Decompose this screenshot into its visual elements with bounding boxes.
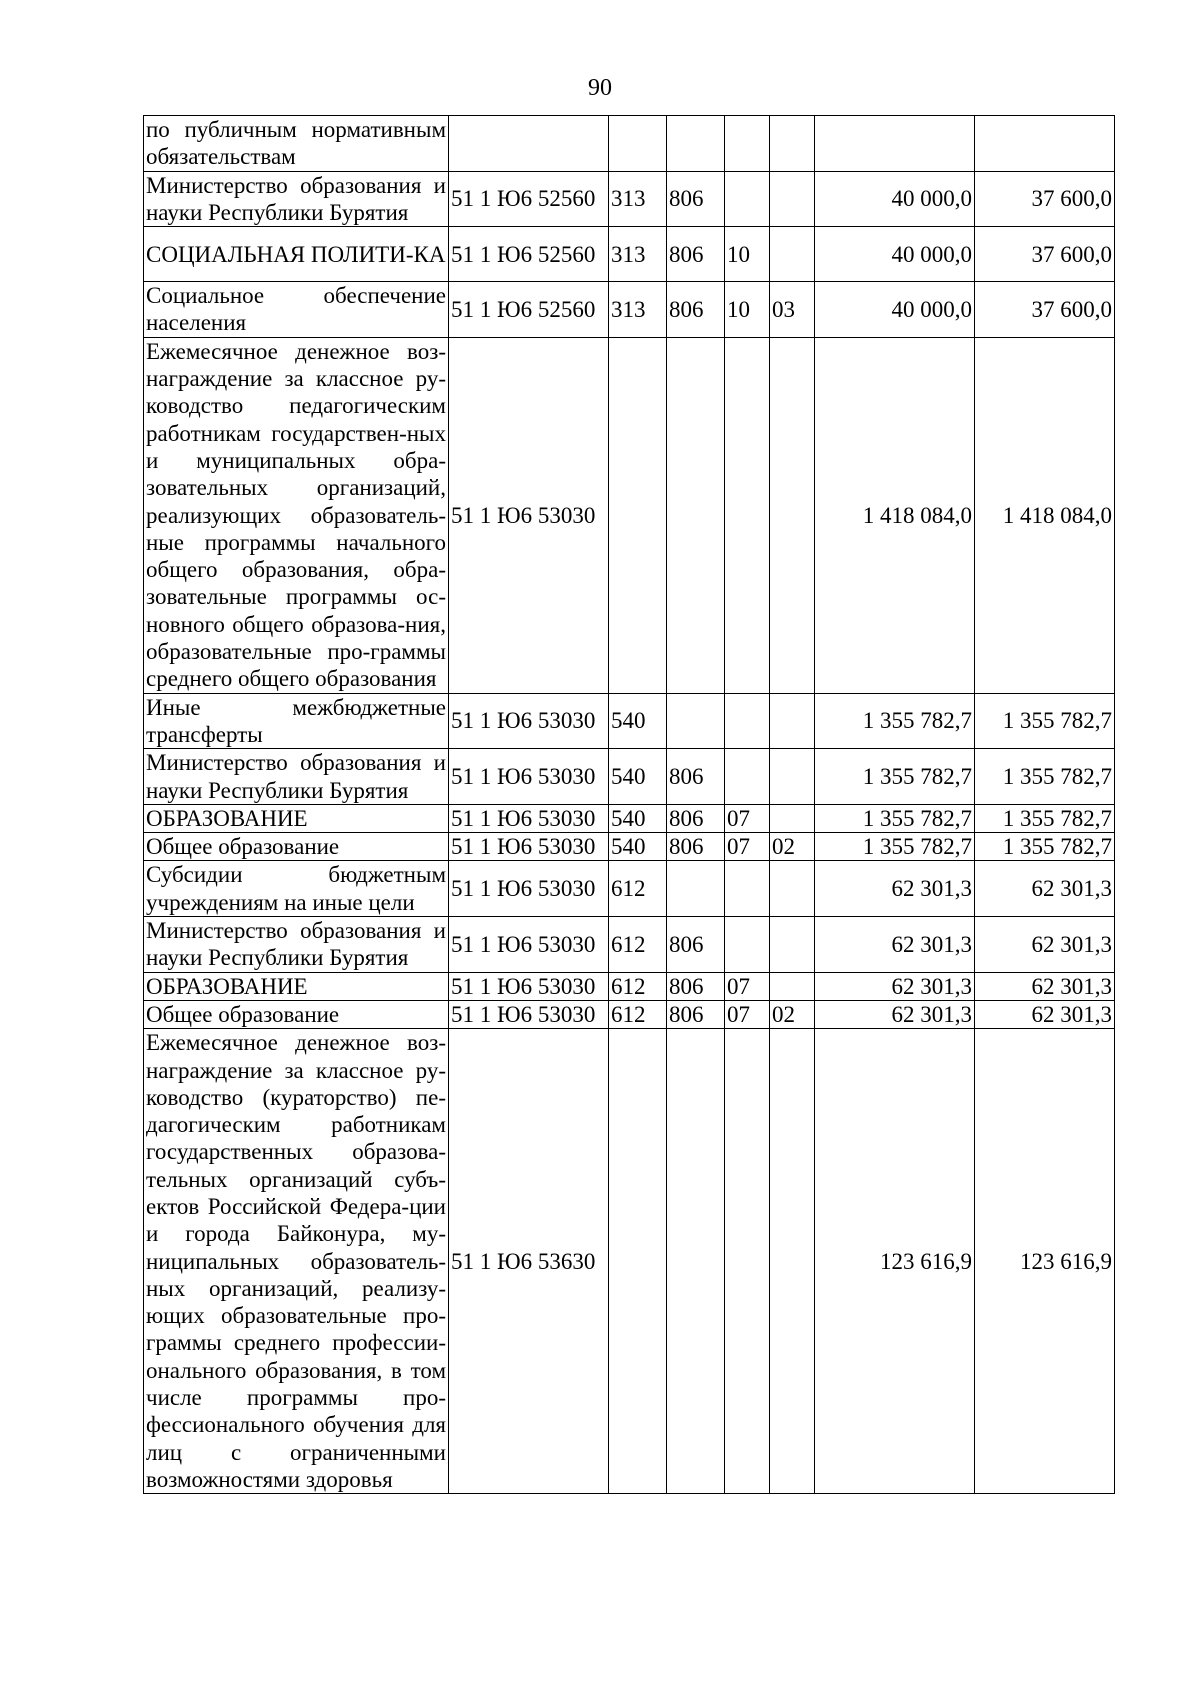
amount-second-year: 1 355 782,7 — [975, 833, 1115, 861]
table-row — [144, 833, 1115, 861]
table-row — [144, 749, 1115, 805]
amount-second-year: 123 616,9 — [975, 1029, 1115, 1494]
ministry-code: 806 — [667, 833, 725, 861]
expense-type-code — [609, 1029, 667, 1494]
table-row — [144, 282, 1115, 338]
amount-first-year: 40 000,0 — [815, 282, 975, 338]
section-code: 07 — [725, 1000, 770, 1028]
subsection-code — [770, 227, 815, 282]
table-row — [144, 804, 1115, 832]
table-row — [144, 1029, 1115, 1494]
row-name: Общее образование — [144, 833, 449, 861]
target-article-code: 51 1 Ю6 53030 — [449, 804, 609, 832]
row-name: ОБРАЗОВАНИЕ — [144, 972, 449, 1000]
section-code — [725, 171, 770, 227]
ministry-code — [667, 693, 725, 749]
amount-first-year: 1 355 782,7 — [815, 749, 975, 805]
expense-type-code — [609, 116, 667, 172]
subsection-code — [770, 693, 815, 749]
amount-second-year: 62 301,3 — [975, 972, 1115, 1000]
row-name: Министерство образования и науки Республики Бурятия — [144, 749, 449, 805]
ministry-code: 806 — [667, 749, 725, 805]
budget-table-body — [144, 116, 1115, 1494]
row-name: по публичным нормативным обязательствам — [144, 116, 449, 172]
expense-type-code: 612 — [609, 972, 667, 1000]
target-article-code: 51 1 Ю6 52560 — [449, 227, 609, 282]
amount-second-year: 62 301,3 — [975, 1000, 1115, 1028]
expense-type-code: 313 — [609, 282, 667, 338]
target-article-code: 51 1 Ю6 53030 — [449, 833, 609, 861]
table-row — [144, 917, 1115, 973]
target-article-code — [449, 116, 609, 172]
target-article-code: 51 1 Ю6 53030 — [449, 917, 609, 973]
table-row — [144, 116, 1115, 172]
subsection-code — [770, 804, 815, 832]
subsection-code: 03 — [770, 282, 815, 338]
amount-second-year — [975, 116, 1115, 172]
subsection-code: 02 — [770, 833, 815, 861]
budget-table — [143, 115, 1115, 1494]
section-code: 07 — [725, 972, 770, 1000]
ministry-code: 806 — [667, 1000, 725, 1028]
section-code — [725, 693, 770, 749]
expense-type-code: 540 — [609, 804, 667, 832]
amount-second-year: 62 301,3 — [975, 861, 1115, 917]
amount-second-year: 1 355 782,7 — [975, 693, 1115, 749]
amount-first-year: 62 301,3 — [815, 1000, 975, 1028]
target-article-code: 51 1 Ю6 53030 — [449, 337, 609, 693]
amount-second-year: 62 301,3 — [975, 917, 1115, 973]
row-name: Министерство образования и науки Республики Бурятия — [144, 171, 449, 227]
section-code — [725, 116, 770, 172]
page-number: 90 — [588, 75, 612, 101]
subsection-code — [770, 749, 815, 805]
amount-second-year: 37 600,0 — [975, 227, 1115, 282]
row-name: Министерство образования и науки Республики Бурятия — [144, 917, 449, 973]
expense-type-code: 313 — [609, 171, 667, 227]
amount-second-year: 1 355 782,7 — [975, 749, 1115, 805]
target-article-code: 51 1 Ю6 53030 — [449, 1000, 609, 1028]
amount-second-year: 1 418 084,0 — [975, 337, 1115, 693]
subsection-code: 02 — [770, 1000, 815, 1028]
subsection-code — [770, 972, 815, 1000]
amount-first-year: 1 418 084,0 — [815, 337, 975, 693]
row-name: Субсидии бюджетным учреждениям на иные цели — [144, 861, 449, 917]
amount-second-year: 1 355 782,7 — [975, 804, 1115, 832]
ministry-code: 806 — [667, 917, 725, 973]
ministry-code — [667, 1029, 725, 1494]
target-article-code: 51 1 Ю6 52560 — [449, 282, 609, 338]
expense-type-code: 313 — [609, 227, 667, 282]
ministry-code — [667, 116, 725, 172]
amount-first-year: 1 355 782,7 — [815, 804, 975, 832]
row-name: ОБРАЗОВАНИЕ — [144, 804, 449, 832]
ministry-code: 806 — [667, 227, 725, 282]
table-row — [144, 171, 1115, 227]
row-name: СОЦИАЛЬНАЯ ПОЛИТИ-КА — [144, 227, 449, 282]
expense-type-code: 612 — [609, 861, 667, 917]
table-row — [144, 972, 1115, 1000]
section-code: 07 — [725, 804, 770, 832]
expense-type-code: 540 — [609, 833, 667, 861]
target-article-code: 51 1 Ю6 53630 — [449, 1029, 609, 1494]
amount-first-year: 40 000,0 — [815, 171, 975, 227]
amount-first-year: 62 301,3 — [815, 861, 975, 917]
table-row — [144, 1000, 1115, 1028]
table-row — [144, 227, 1115, 282]
subsection-code — [770, 1029, 815, 1494]
amount-first-year: 62 301,3 — [815, 917, 975, 973]
subsection-code — [770, 917, 815, 973]
subsection-code — [770, 171, 815, 227]
ministry-code: 806 — [667, 282, 725, 338]
expense-type-code: 540 — [609, 693, 667, 749]
row-name: Ежемесячное денежное воз-награждение за классное ру-ководство педагогическим работникам государствен-ных и муниципальных обра-зовательных организаций, реализующих образователь-ные программы начального общего образования, обра-зовательные программы ос-новного общего образова-ния, образовательные про-граммы среднего общего образования — [144, 337, 449, 693]
section-code: 07 — [725, 833, 770, 861]
amount-first-year: 40 000,0 — [815, 227, 975, 282]
amount-first-year: 62 301,3 — [815, 972, 975, 1000]
ministry-code: 806 — [667, 171, 725, 227]
section-code: 10 — [725, 282, 770, 338]
amount-second-year: 37 600,0 — [975, 171, 1115, 227]
ministry-code — [667, 861, 725, 917]
expense-type-code: 540 — [609, 749, 667, 805]
section-code — [725, 337, 770, 693]
expense-type-code: 612 — [609, 917, 667, 973]
section-code — [725, 861, 770, 917]
ministry-code: 806 — [667, 972, 725, 1000]
section-code — [725, 917, 770, 973]
row-name: Общее образование — [144, 1000, 449, 1028]
amount-second-year: 37 600,0 — [975, 282, 1115, 338]
target-article-code: 51 1 Ю6 53030 — [449, 693, 609, 749]
table-row — [144, 693, 1115, 749]
row-name: Ежемесячное денежное воз-награждение за классное ру-ководство (кураторство) пе-дагогическим работникам государственных образова-тельных организаций субъ-ектов Российской Федера-ции и города Байконура, му-ниципальных образователь-ных организаций, реализу-ющих образовательные про-граммы среднего профессии-онального образования, в том числе программы про-фессионального обучения для лиц с ограниченными возможностями здоровья — [144, 1029, 449, 1494]
expense-type-code — [609, 337, 667, 693]
target-article-code: 51 1 Ю6 52560 — [449, 171, 609, 227]
expense-type-code: 612 — [609, 1000, 667, 1028]
target-article-code: 51 1 Ю6 53030 — [449, 972, 609, 1000]
table-row — [144, 337, 1115, 693]
ministry-code — [667, 337, 725, 693]
row-name: Социальное обеспечение населения — [144, 282, 449, 338]
amount-first-year: 1 355 782,7 — [815, 693, 975, 749]
section-code — [725, 1029, 770, 1494]
section-code — [725, 749, 770, 805]
table-row — [144, 861, 1115, 917]
amount-first-year: 123 616,9 — [815, 1029, 975, 1494]
target-article-code: 51 1 Ю6 53030 — [449, 749, 609, 805]
subsection-code — [770, 116, 815, 172]
target-article-code: 51 1 Ю6 53030 — [449, 861, 609, 917]
subsection-code — [770, 337, 815, 693]
section-code: 10 — [725, 227, 770, 282]
amount-first-year: 1 355 782,7 — [815, 833, 975, 861]
amount-first-year — [815, 116, 975, 172]
row-name: Иные межбюджетные трансферты — [144, 693, 449, 749]
ministry-code: 806 — [667, 804, 725, 832]
subsection-code — [770, 861, 815, 917]
